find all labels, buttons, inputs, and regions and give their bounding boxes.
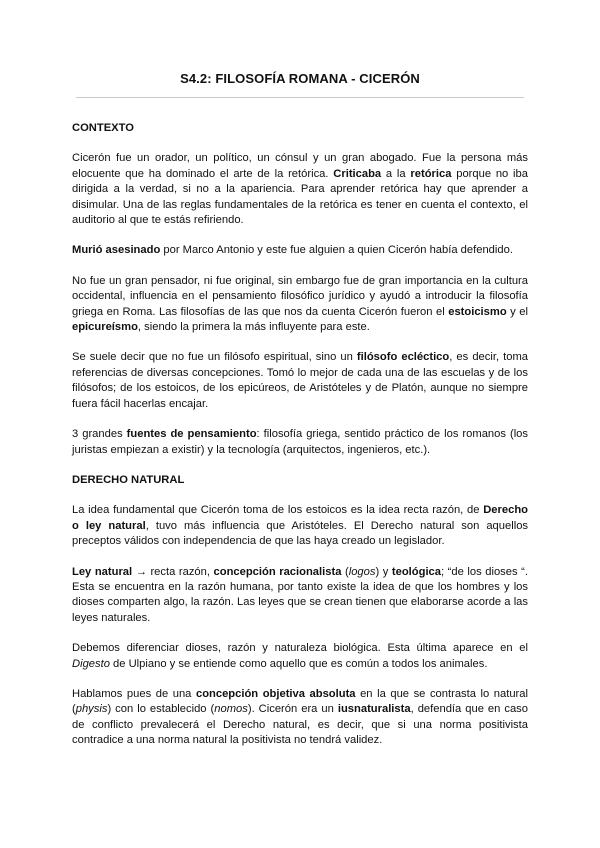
bold-text: concepción racionalista — [213, 565, 342, 578]
text-run: ) y — [375, 565, 392, 578]
section-heading-derecho-natural: DERECHO NATURAL — [72, 473, 185, 486]
italic-text: logos — [348, 565, 376, 578]
paragraph-derecho-2 — [72, 565, 528, 627]
bold-text: Derecho o ley natural — [72, 504, 528, 532]
bold-text: teológica — [391, 565, 441, 578]
text-run: , es decir, toma referencias de diversas concepciones. Tomó lo mejor de cada una de las escuelas y de los filósofos; de los estoicos, de los epicúreos, de Aristóteles y de Platón, aunque no siempre fuera fácil hacerlas encajar. — [72, 351, 529, 410]
text-run: No fue un gran pensador, ni fue original, sin embargo fue de gran importancia en la cultura occidental, influencia en el pensamiento filosófico jurídico y ayudó a introducir la filosofía griega en Roma. Las filosofías de las que nos da cuenta Cicerón fueron el — [72, 274, 528, 318]
paragraph-derecho-1 — [72, 503, 528, 549]
text-run: 3 grandes — [72, 428, 127, 441]
paragraph-contexto-3 — [72, 274, 528, 336]
paragraph-derecho-4 — [72, 687, 528, 749]
text-run: Debemos diferenciar dioses, razón y naturaleza biológica. Esta última aparece en el — [72, 642, 528, 655]
bold-text: concepción objetiva absoluta — [195, 687, 356, 700]
section-heading-contexto: CONTEXTO — [72, 122, 134, 134]
text-run: La idea fundamental que Cicerón toma de los estoicos es la idea recta razón, de — [72, 504, 484, 517]
title-divider — [76, 97, 524, 98]
bold-text: epicureísmo — [72, 321, 138, 334]
document-body — [72, 121, 528, 764]
paragraph-contexto-5 — [72, 427, 528, 458]
bold-text: iusnaturalista — [337, 703, 411, 716]
text-run: porque no iba dirigida a la verdad, si no a la apariencia. Para aprender retórica hay que aprender a disimular. Una de las reglas fundamentales de la retórica es tener en cuenta el contexto, el auditorio al que te estás refiriendo. — [72, 167, 528, 227]
bold-text: fuentes de pensamiento — [126, 428, 257, 441]
bold-text: estoicismo — [448, 305, 507, 318]
text-run: y el — [506, 305, 528, 318]
text-run: ). Cicerón era un — [247, 703, 338, 716]
paragraph-contexto-1 — [72, 151, 528, 228]
page-title: S4.2: FILOSOFÍA ROMANA - CICERÓN — [180, 71, 420, 86]
text-run: , siendo la primera la más influyente para este. — [137, 321, 370, 334]
text-run: ) con lo establecido ( — [107, 703, 215, 716]
text-run: ; “de los dioses “. Esta se encuentra en la razón humana, por tanto existe la idea de que los hombres y los dioses comparten algo, la razón. Las leyes que se crean tienen que elaborarse acorde a las leyes naturales. — [72, 565, 528, 624]
bold-text: retórica — [410, 167, 452, 180]
text-run: por Marco Antonio y este fue alguien a quien Cicerón había defendido. — [160, 244, 513, 257]
paragraph-contexto-4 — [72, 350, 528, 412]
paragraph-contexto-2 — [72, 243, 528, 258]
text-run: Cicerón fue un orador, un político, un cónsul y un gran abogado. Fue la persona más elocuente que ha dominado el arte de la retórica. — [72, 152, 528, 180]
italic-text: nomos — [214, 703, 248, 716]
text-run: Hablamos pues de una — [72, 687, 196, 700]
text-run: de Ulpiano y se entiende como aquello que es común a todos los animales. — [109, 657, 488, 670]
bold-text: Ley natural — [72, 565, 133, 578]
text-run: : filosofía griega, sentido práctico de los romanos (los juristas empiezan a existir) y la tecnología (arquitectos, ingenieros, etc.). — [72, 428, 528, 456]
text-run: en la que se contrasta lo natural ( — [72, 687, 528, 716]
bold-text: Murió asesinado — [72, 244, 161, 257]
bold-text: Criticaba — [333, 167, 382, 180]
paragraph-derecho-3 — [72, 641, 528, 672]
bold-text: filósofo ecléctico — [356, 351, 450, 364]
italic-text: Digesto — [72, 657, 110, 670]
text-run: Se suele decir que no fue un filósofo espiritual, sino un — [72, 351, 357, 364]
text-run: ( — [341, 565, 349, 578]
text-run: , defendía que en caso de conflicto prevalecerá el Derecho natural, es decir, que si una norma positivista contradice a una norma natural la positivista no tendrá validez. — [72, 703, 528, 747]
text-run: a la — [381, 167, 411, 180]
text-run: → recta razón, — [132, 565, 214, 578]
text-run: , tuvo más influencia que Aristóteles. El Derecho natural son aquellos preceptos válidos con independencia de que las haya creado un legislador. — [72, 519, 529, 548]
italic-text: physis — [75, 703, 108, 716]
